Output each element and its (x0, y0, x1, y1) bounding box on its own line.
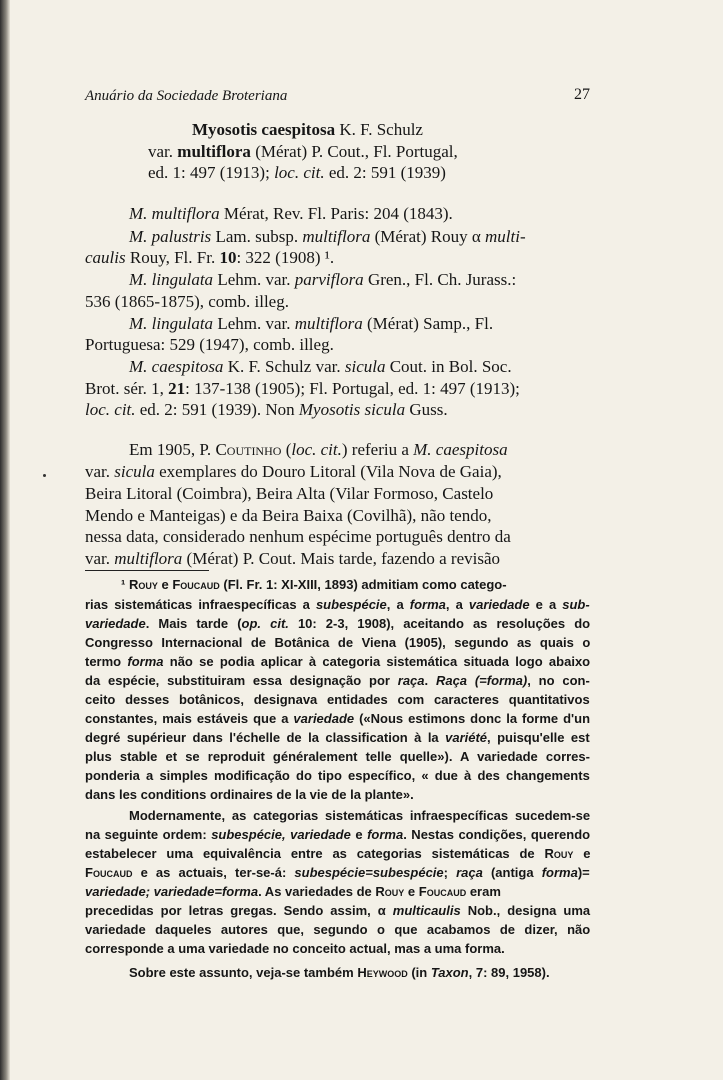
text-line: M. palustris Lam. subsp. multiflora (Mérat) Rouy α multi- (129, 227, 526, 246)
journal-title: Anuário da Sociedade Broteriana (85, 88, 288, 104)
text-line: var. multiflora (Mérat) P. Cout. Mais tarde, fazendo a revisão (85, 549, 501, 568)
text-line: na seguinte ordem: subespécie, variedade e forma. Nestas condições, querendo (85, 827, 591, 842)
text-line: Portuguesa: 529 (1947), comb. illeg. (85, 335, 334, 354)
text-line: Foucaud e as actuais, ter-se-á: subespécie=subespécie; raça (antiga forma)= (85, 865, 590, 880)
text-line: estabelecer uma equivalência entre as categorias sistemáticas de Rouy e (85, 846, 591, 861)
text-line: plus stable et se reproduit généralement telle quelle»). A variedade corres- (85, 749, 590, 764)
text-line: M. lingulata Lehm. var. parviflora Gren., Fl. Ch. Jurass.: (129, 270, 517, 289)
text-line: loc. cit. ed. 2: 591 (1939). Non Myosotis sicula Guss. (85, 400, 448, 419)
text-line: rias sistemáticas infraespecíficas a subespécie, a forma, a variedade e a sub- (85, 597, 590, 612)
text-line: corresponde a uma variedade no conceito actual, mas a uma forma. (85, 941, 505, 956)
text-line: da espécie, substituiram essa designação por raça. Raça (=forma), no con- (85, 673, 590, 688)
text-line: variedade. Mais tarde (op. cit. 10: 2-3, 1908), aceitando as resoluções do (85, 616, 591, 631)
text-line: variedade; variedade=forma. As variedades de Rouy e Foucaud eram (85, 884, 501, 899)
text-line: var. multiflora (Mérat) P. Cout., Fl. Portugal, (148, 142, 458, 161)
text-line: caulis Rouy, Fl. Fr. 10: 322 (1908) ¹. (85, 248, 335, 267)
text-line: M. caespitosa K. F. Schulz var. sicula Cout. in Bol. Soc. (129, 357, 512, 376)
text-line: Myosotis caespitosa K. F. Schulz (192, 120, 423, 139)
text-line: M. lingulata Lehm. var. multiflora (Mérat) Samp., Fl. (129, 314, 494, 333)
text-line: variedade daqueles autores que, segundo o que acabamos de dizer, não (85, 922, 591, 937)
page-number: 27 (574, 86, 590, 103)
text-line: 536 (1865-1875), comb. illeg. (85, 292, 289, 311)
running-header (85, 88, 590, 112)
text-line: Mendo e Manteigas) e da Beira Baixa (Covilhã), não tendo, (85, 506, 492, 525)
text-line: Brot. sér. 1, 21: 137-138 (1905); Fl. Portugal, ed. 1: 497 (1913); (85, 379, 520, 398)
text-line: constantes, mais estáveis que a variedade («Nous estimons donc la forme d'un (85, 711, 591, 726)
text-line: M. multiflora Mérat, Rev. Fl. Paris: 204 (1843). (129, 204, 453, 223)
text-line: ¹ Rouy e Foucaud (Fl. Fr. 1: XI-XIII, 1893) admitiam como catego- (121, 577, 507, 592)
text-line: Beira Litoral (Coimbra), Beira Alta (Vilar Formoso, Castelo (85, 484, 494, 503)
text-line: Sobre este assunto, veja-se também Heywood (in Taxon, 7: 89, 1958). (129, 965, 550, 980)
text-line: ceito desses botânicos, designava entidades com caracteres quantitativos (85, 692, 590, 707)
text-line: degré supérieur dans l'échelle de la classification à la variété, puisqu'elle est (85, 730, 590, 745)
text-line: dans les conditions ordinaires de la vie de la plante». (85, 787, 414, 802)
footnote-rule (85, 570, 209, 571)
text-line: Congresso Internacional de Botânica de Viena (1905), segundo as quais o (85, 635, 591, 650)
text-line: var. sicula exemplares do Douro Litoral (Vila Nova de Gaia), (85, 462, 502, 481)
text-line: nessa data, considerado nenhum espécime português dentro da (85, 527, 511, 546)
text-line: ed. 1: 497 (1913); loc. cit. ed. 2: 591 (1939) (148, 163, 446, 182)
text-line: termo forma não se podia aplicar à categoria sistemática situada logo abaixo (85, 654, 591, 669)
text-line: precedidas por letras gregas. Sendo assim, α multicaulis Nob., designa uma (85, 903, 591, 918)
margin-mark (43, 474, 46, 477)
text-line: Modernamente, as categorias sistemáticas infraespecíficas sucedem-se (129, 808, 591, 823)
text-line: ponderia a simples modificação do tipo específico, « due à des changements (85, 768, 590, 783)
text-line: Em 1905, P. Coutinho (loc. cit.) referiu a M. caespitosa (129, 440, 508, 459)
